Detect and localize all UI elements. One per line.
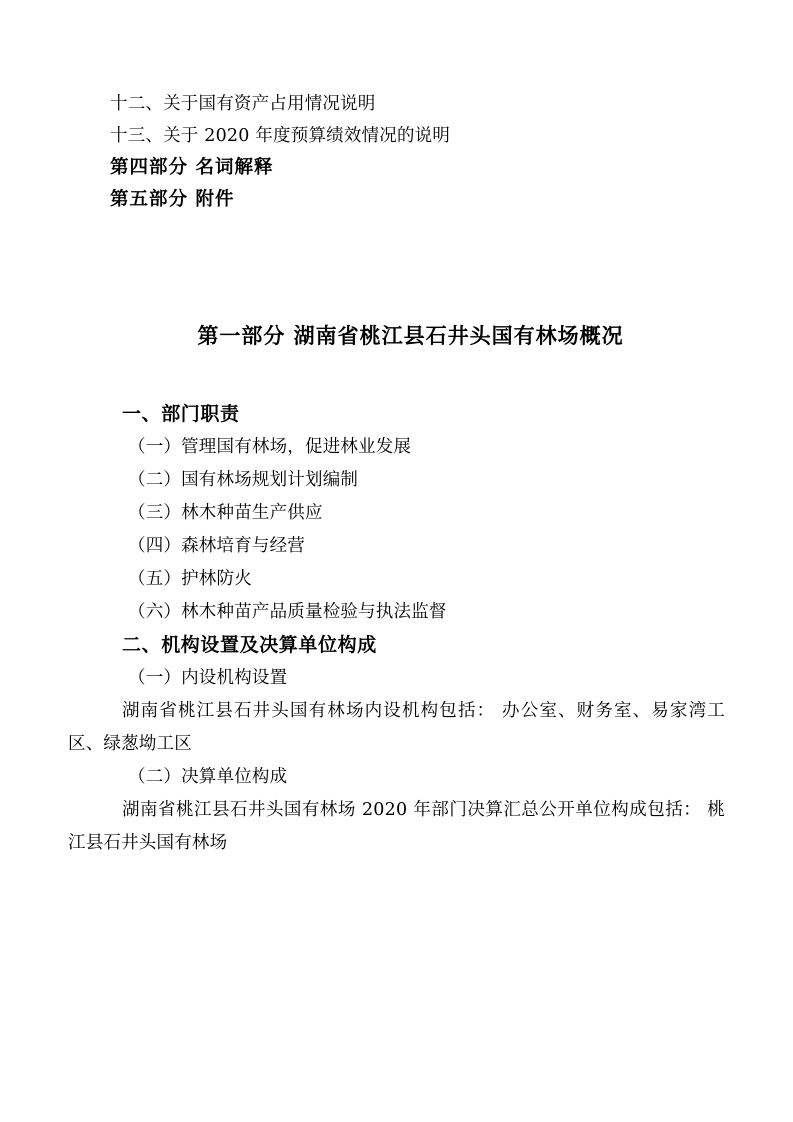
subsection-title: （一）内设机构设置 <box>128 668 288 688</box>
list-item: （二）国有林场规划计划编制 <box>128 470 359 490</box>
spacer <box>110 216 725 320</box>
spacer <box>110 350 725 398</box>
section-department-duties <box>110 398 725 629</box>
section-heading: 一、部门职责 <box>122 403 240 425</box>
list-item: （三）林木种苗生产供应 <box>128 503 323 523</box>
subsection-body: 湖南省桃江县石井头国有林场 2020 年部门决算汇总公开单位构成包括： 桃江县石井头国有林场 <box>68 800 725 853</box>
toc-item: 十三、关于 2020 年度预算绩效情况的说明 <box>110 126 451 146</box>
page-title: 第一部分 湖南省桃江县石井头国有林场概况 <box>197 323 624 348</box>
toc-item: 第四部分 名词解释 <box>110 157 274 178</box>
subsection-title: （二）决算单位构成 <box>128 767 288 787</box>
list-item: （四）森林培育与经营 <box>128 536 305 556</box>
list-item: （六）林木种苗产品质量检验与执法监督 <box>128 602 447 622</box>
subsection-body: 湖南省桃江县石井头国有林场内设机构包括： 办公室、财务室、易家湾工区、绿葱坳工区 <box>68 701 725 754</box>
section-organization-structure <box>68 629 725 860</box>
section-heading: 二、机构设置及决算单位构成 <box>122 634 377 656</box>
toc-item: 第五部分 附件 <box>110 189 235 210</box>
list-item: （五）护林防火 <box>128 569 252 589</box>
table-of-contents <box>110 88 725 216</box>
list-item: （一）管理国有林场，促进林业发展 <box>128 437 412 457</box>
toc-item: 十二、关于国有资产占用情况说明 <box>110 94 376 114</box>
